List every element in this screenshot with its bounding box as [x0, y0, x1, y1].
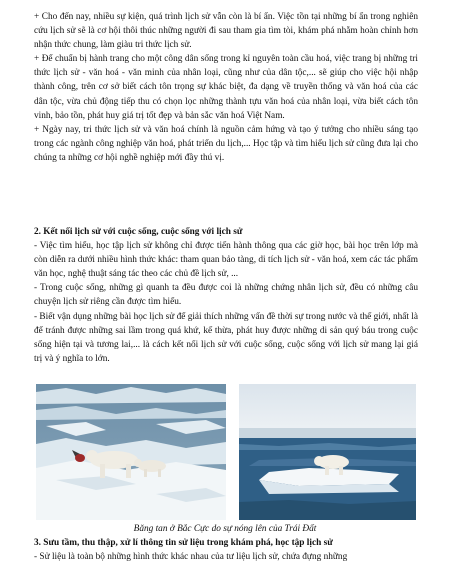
figure-caption: Băng tan ở Bắc Cực do sự nóng lên của Trái Đất [133, 524, 317, 534]
section-3-heading: 3. Sưu tầm, thu thập, xử lí thông tin sử liệu trong khám phá, học tập lịch sử [34, 538, 333, 548]
section-2-heading: 2. Kết nối lịch sử với cuộc sống, cuộc sống với lịch sử [34, 227, 243, 237]
figure-photos [36, 384, 416, 520]
polar-bears-photo [36, 384, 226, 520]
paragraph: - Trong cuộc sống, những gì quanh ta đều được coi là những chứng nhân lịch sử, đều có những câu chuyện lịch sử riêng cần được tìm hiểu. [34, 283, 418, 308]
paragraph: + Ngày nay, tri thức lịch sử và văn hoá chính là nguồn cảm hứng và tạo ý tưởng cho nhiều sáng tạo trong các ngành công nghiệp văn hoá, phát triển du lịch,... Học tập và tìm hiểu lịch sử cũng đưa lại cho chúng ta những cơ hội nghề nghiệp mới đầy thú vị. [34, 124, 418, 163]
paragraph: + Để chuẩn bị hành trang cho một công dân sống trong kỉ nguyên toàn cầu hoá, việc trang bị những tri thức lịch sử - văn hoá - văn minh của nhân loại, cũng như của dân tộc,... sẽ giúp cho việc hội nhập thành công, trên cơ sở biết cách tôn trọng sự khác biệt, đa dạng về truyền thống và văn hoá của các dân tộc, vừa chủ động tiếp thu có chọn lọc những thành tựu văn hoá của nhân loại, vừa biết cách tôn vinh, bảo tồn, phát huy giá trị tốt đẹp và bản sắc văn hoá Việt Nam. [34, 54, 418, 121]
paragraph: - Việc tìm hiểu, học tập lịch sử không chỉ được tiến hành thông qua các giờ học, bài học trên lớp mà còn diễn ra dưới nhiều hình thức khác: tham quan bảo tàng, di tích lịch sử - văn hoá, xem các tác phẩm văn học, nghệ thuật sáng tác theo các chủ đề lịch sử, ... [34, 241, 418, 280]
section-2 [34, 225, 418, 366]
paragraph: - Biết vận dụng những bài học lịch sử để giải thích những vấn đề thời sự trong nước và thế giới, nhất là để tránh được những sai lầm trong quá khứ, kế thừa, phát huy được những di sản quý báu trong cuộc sống hiện tại và tương lai,... là cách kết nối lịch sử với cuộc sống, cuộc sống với lịch sử mang lại giá trị và ý nghĩa to lớn. [34, 311, 418, 364]
section-3 [34, 536, 418, 564]
paragraph: - Sử liệu là toàn bộ những hình thức khác nhau của tư liệu lịch sử, chứa đựng những [34, 552, 348, 563]
paragraph: + Cho đến nay, nhiều sự kiện, quá trình lịch sử vẫn còn là bí ẩn. Việc tồn tại những bí ẩn trong nghiên cứu lịch sử sẽ là cơ hội thôi thúc những người đi sau tham gia tìm tòi, khám phá nhằm hoàn chỉnh hơn nhận thức chung, làm giàu tri thức lịch sử. [34, 12, 418, 51]
bear-on-ice-photo [239, 384, 416, 520]
section-1-tail [34, 10, 418, 165]
